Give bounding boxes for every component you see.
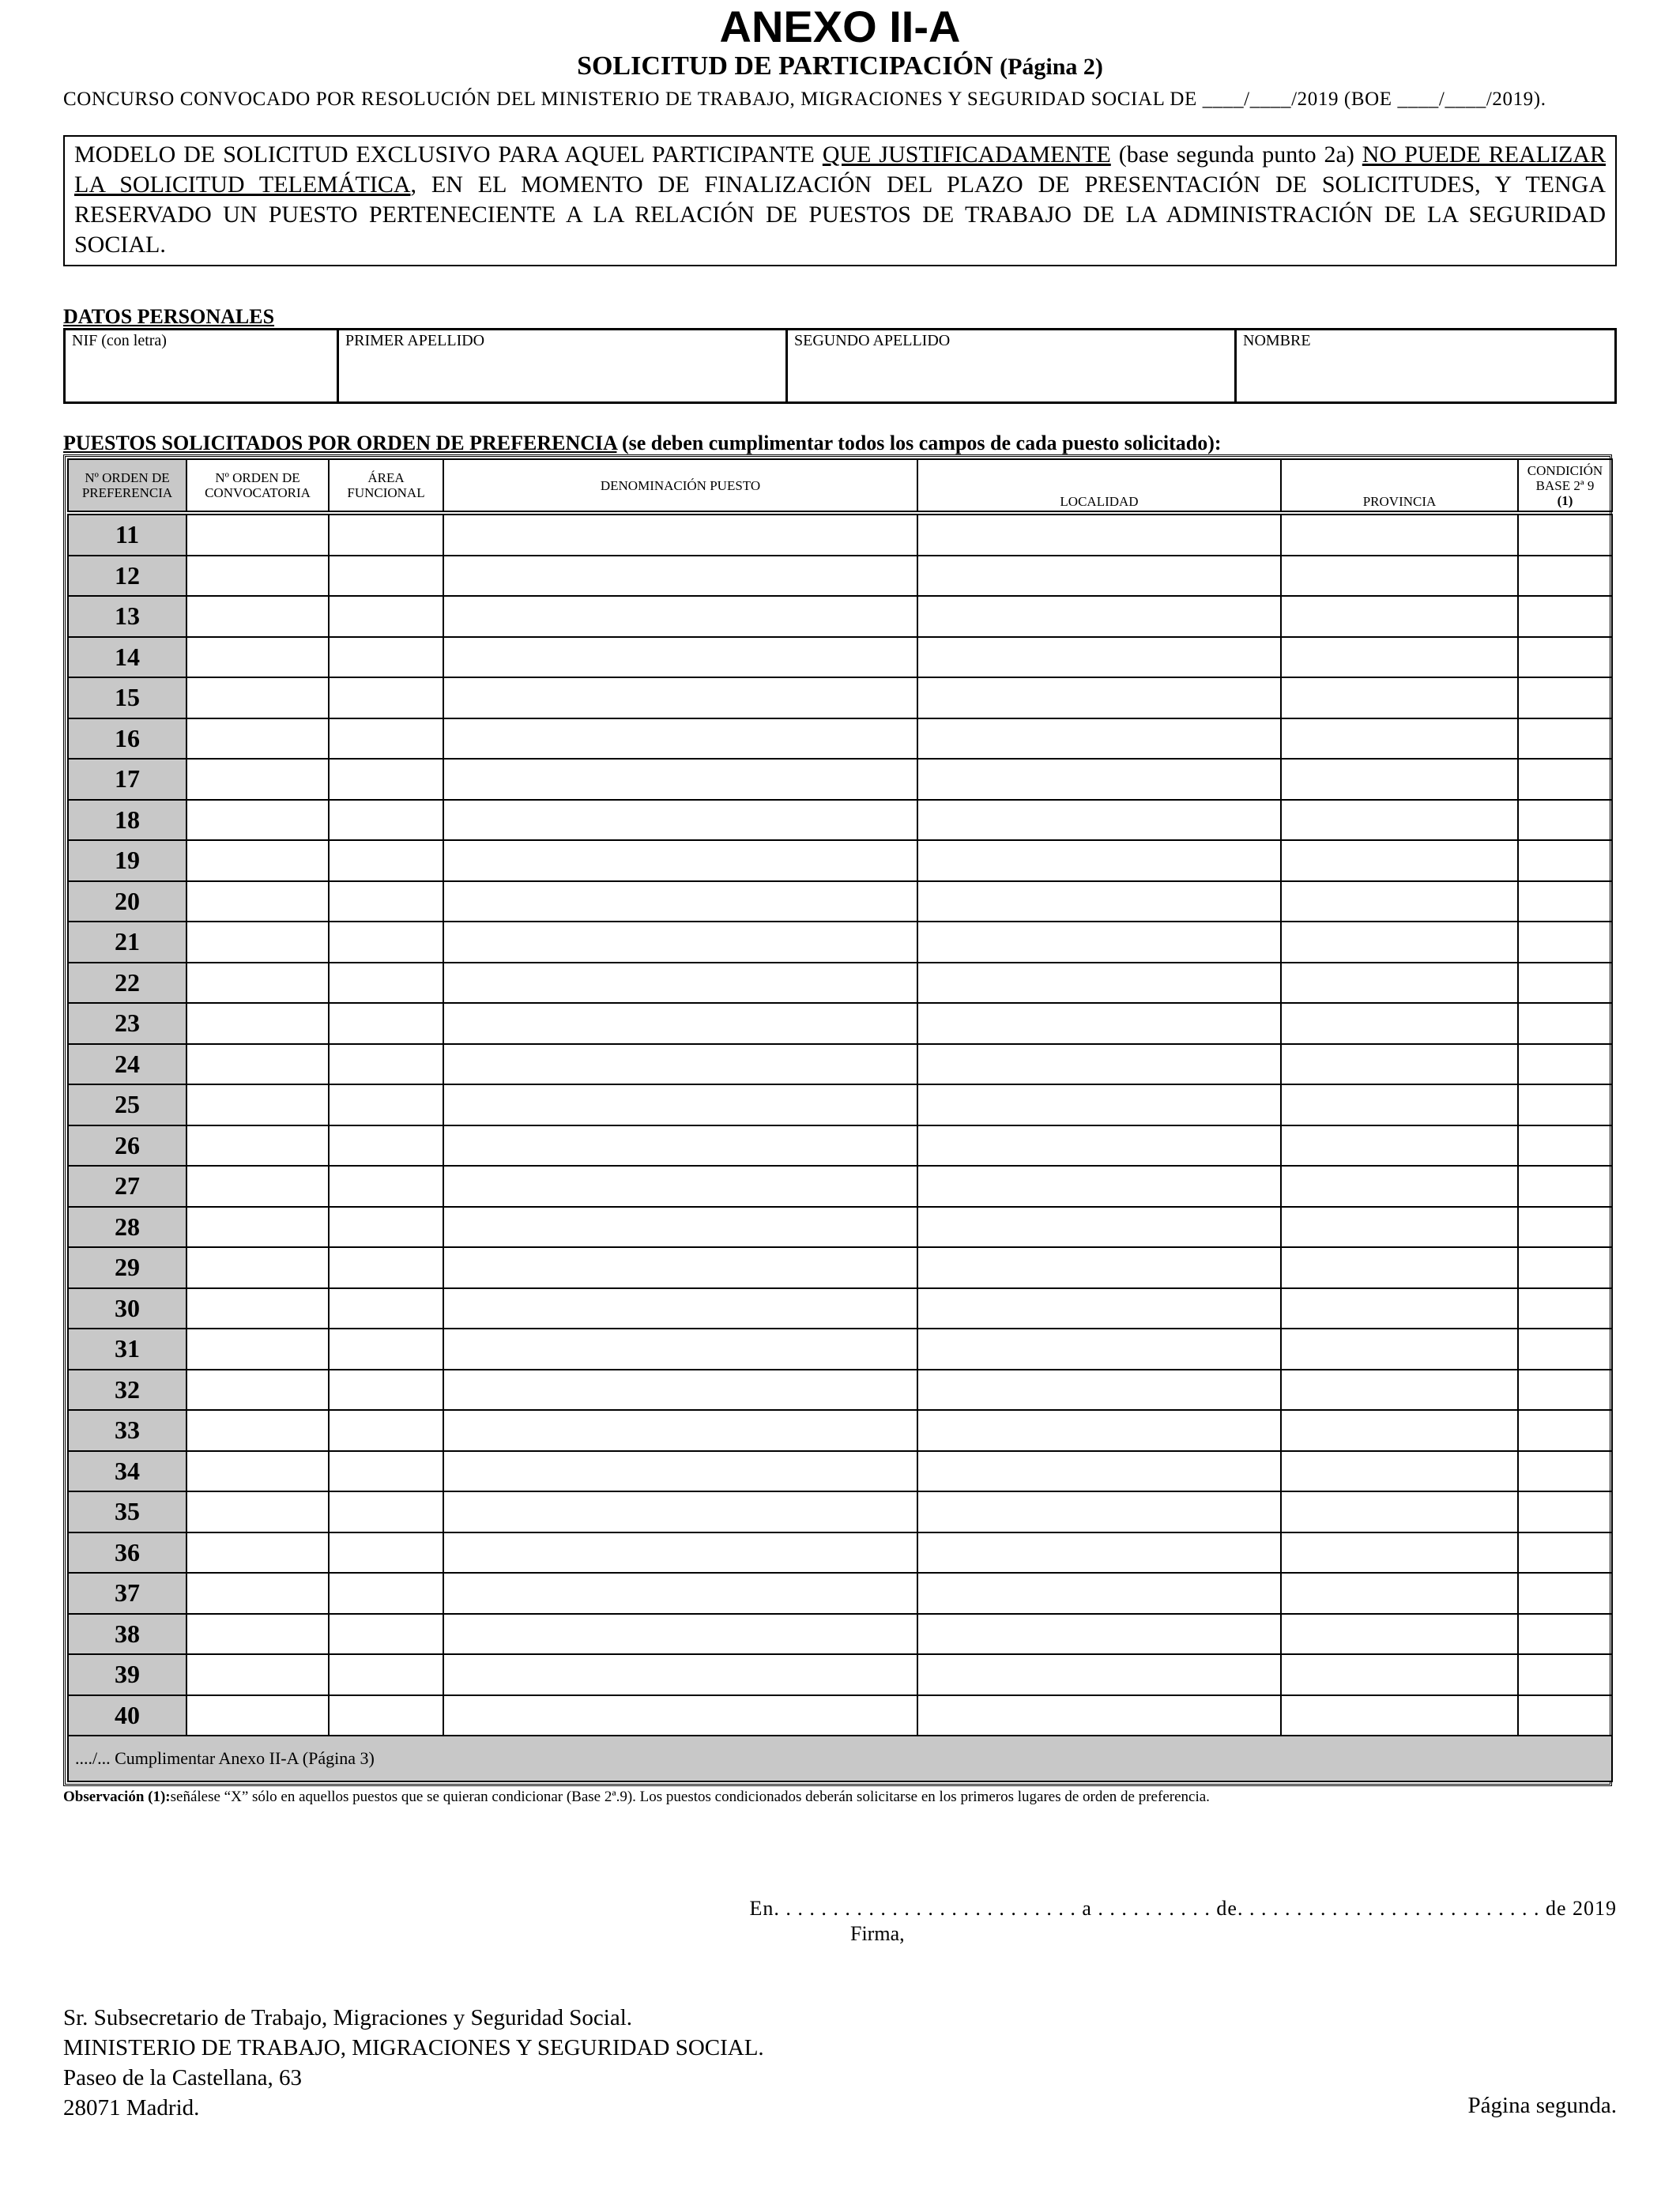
row-number: 24	[68, 1044, 186, 1085]
conv-cell[interactable]	[186, 1410, 329, 1451]
nif-label: NIF (con letra)	[72, 332, 167, 349]
area-cell[interactable]	[329, 596, 443, 637]
provincia-cell[interactable]	[1281, 1695, 1518, 1736]
row-number: 39	[68, 1654, 186, 1695]
row-number: 32	[68, 1370, 186, 1411]
row-number: 12	[68, 556, 186, 597]
condicion-cell[interactable]	[1518, 1451, 1612, 1492]
provincia-cell[interactable]	[1281, 1329, 1518, 1370]
form-page	[63, 0, 1617, 2120]
condicion-cell[interactable]	[1518, 1003, 1612, 1044]
continue-row	[68, 1736, 1612, 1781]
positions-table	[67, 458, 1613, 1782]
area-cell[interactable]	[329, 1329, 443, 1370]
condicion-cell[interactable]	[1518, 1695, 1612, 1736]
denom-cell[interactable]	[443, 800, 917, 841]
denom-cell[interactable]	[443, 759, 917, 800]
conv-cell[interactable]	[186, 922, 329, 963]
condicion-cell[interactable]	[1518, 922, 1612, 963]
conv-cell[interactable]	[186, 1695, 329, 1736]
header-condicion-text: CONDICIÓN BASE 2ª 9	[1527, 462, 1603, 493]
table-row	[68, 718, 1612, 760]
name-label: NOMBRE	[1243, 332, 1311, 349]
localidad-cell[interactable]	[917, 515, 1281, 556]
table-row	[68, 1532, 1612, 1574]
provincia-cell[interactable]	[1281, 556, 1518, 597]
area-cell[interactable]	[329, 963, 443, 1004]
localidad-cell[interactable]	[917, 596, 1281, 637]
denom-cell[interactable]	[443, 1370, 917, 1411]
condicion-cell[interactable]	[1518, 596, 1612, 637]
area-cell[interactable]	[329, 1451, 443, 1492]
denom-cell[interactable]	[443, 1329, 917, 1370]
conv-cell[interactable]	[186, 881, 329, 922]
area-cell[interactable]	[329, 800, 443, 841]
conv-cell[interactable]	[186, 596, 329, 637]
name-field[interactable]	[1237, 330, 1614, 401]
provincia-cell[interactable]	[1281, 800, 1518, 841]
localidad-cell[interactable]	[917, 1410, 1281, 1451]
conv-cell[interactable]	[186, 637, 329, 678]
localidad-cell[interactable]	[917, 881, 1281, 922]
area-cell[interactable]	[329, 1166, 443, 1207]
table-row	[68, 596, 1612, 637]
localidad-cell[interactable]	[917, 800, 1281, 841]
row-number: 31	[68, 1329, 186, 1370]
positions-title-main: PUESTOS SOLICITADOS POR ORDEN DE PREFERENCIA	[63, 432, 617, 454]
conv-cell[interactable]	[186, 1207, 329, 1248]
localidad-cell[interactable]	[917, 1654, 1281, 1695]
provincia-cell[interactable]	[1281, 1573, 1518, 1614]
provincia-cell[interactable]	[1281, 1614, 1518, 1655]
row-number: 15	[68, 677, 186, 718]
area-cell[interactable]	[329, 1247, 443, 1288]
header-order: Nº ORDEN DE PREFERENCIA	[68, 459, 186, 511]
table-row	[68, 800, 1612, 841]
conv-cell[interactable]	[186, 963, 329, 1004]
localidad-cell[interactable]	[917, 556, 1281, 597]
address-line-2: MINISTERIO DE TRABAJO, MIGRACIONES Y SEGURIDAD SOCIAL.	[63, 2035, 764, 2060]
provincia-cell[interactable]	[1281, 1166, 1518, 1207]
table-row	[68, 1573, 1612, 1614]
condicion-cell[interactable]	[1518, 1207, 1612, 1248]
address-line-1: Sr. Subsecretario de Trabajo, Migraciones y Seguridad Social.	[63, 2005, 633, 2030]
conv-cell[interactable]	[186, 800, 329, 841]
area-cell[interactable]	[329, 1695, 443, 1736]
condicion-cell[interactable]	[1518, 840, 1612, 881]
provincia-cell[interactable]	[1281, 677, 1518, 718]
row-number: 13	[68, 596, 186, 637]
positions-header-row	[68, 459, 1612, 511]
localidad-cell[interactable]	[917, 1003, 1281, 1044]
denom-cell[interactable]	[443, 1166, 917, 1207]
provincia-cell[interactable]	[1281, 922, 1518, 963]
localidad-cell[interactable]	[917, 759, 1281, 800]
conv-cell[interactable]	[186, 1288, 329, 1329]
header-conv: Nº ORDEN DE CONVOCATORIA	[186, 459, 329, 511]
conv-cell[interactable]	[186, 1084, 329, 1125]
area-cell[interactable]	[329, 637, 443, 678]
localidad-cell[interactable]	[917, 1125, 1281, 1167]
table-row	[68, 1288, 1612, 1329]
row-number: 19	[68, 840, 186, 881]
condicion-cell[interactable]	[1518, 1084, 1612, 1125]
signature-label: Firma,	[850, 1922, 905, 1945]
table-row	[68, 1003, 1612, 1044]
denom-cell[interactable]	[443, 1451, 917, 1492]
localidad-cell[interactable]	[917, 1288, 1281, 1329]
row-number: 35	[68, 1491, 186, 1532]
provincia-cell[interactable]	[1281, 515, 1518, 556]
area-cell[interactable]	[329, 515, 443, 556]
table-row	[68, 1247, 1612, 1288]
row-number: 40	[68, 1695, 186, 1736]
subtitle-page: (Página 2)	[1000, 54, 1103, 80]
form-subtitle	[63, 51, 1617, 83]
conv-cell[interactable]	[186, 1573, 329, 1614]
provincia-cell[interactable]	[1281, 718, 1518, 760]
conv-cell[interactable]	[186, 1370, 329, 1411]
conv-cell[interactable]	[186, 1166, 329, 1207]
table-row	[68, 515, 1612, 556]
localidad-cell[interactable]	[917, 677, 1281, 718]
condicion-cell[interactable]	[1518, 1247, 1612, 1288]
contest-line: CONCURSO CONVOCADO POR RESOLUCIÓN DEL MINISTERIO DE TRABAJO, MIGRACIONES Y SEGURIDAD SOCIAL DE ____/____/2019 (BOE ____/____/2019).	[63, 89, 1546, 110]
provincia-cell[interactable]	[1281, 1044, 1518, 1085]
conv-cell[interactable]	[186, 1491, 329, 1532]
denom-cell[interactable]	[443, 677, 917, 718]
condicion-cell[interactable]	[1518, 1614, 1612, 1655]
denom-cell[interactable]	[443, 1491, 917, 1532]
denom-cell[interactable]	[443, 963, 917, 1004]
denom-cell[interactable]	[443, 556, 917, 597]
positions-table-frame	[63, 454, 1612, 1786]
denom-cell[interactable]	[443, 1654, 917, 1695]
denom-cell[interactable]	[443, 840, 917, 881]
row-number: 28	[68, 1207, 186, 1248]
row-number: 34	[68, 1451, 186, 1492]
notice-part1: MODELO DE SOLICITUD EXCLUSIVO PARA AQUEL PARTICIPANTE	[74, 141, 823, 168]
provincia-cell[interactable]	[1281, 1125, 1518, 1167]
table-row	[68, 1451, 1612, 1492]
area-cell[interactable]	[329, 1044, 443, 1085]
provincia-cell[interactable]	[1281, 1410, 1518, 1451]
header-condicion-note: (1)	[1557, 492, 1573, 508]
row-number: 30	[68, 1288, 186, 1329]
conv-cell[interactable]	[186, 515, 329, 556]
condicion-cell[interactable]	[1518, 963, 1612, 1004]
table-row	[68, 963, 1612, 1004]
denom-cell[interactable]	[443, 1532, 917, 1574]
localidad-cell[interactable]	[917, 1044, 1281, 1085]
conv-cell[interactable]	[186, 1125, 329, 1167]
first-surname-field[interactable]	[339, 330, 788, 401]
provincia-cell[interactable]	[1281, 881, 1518, 922]
conv-cell[interactable]	[186, 718, 329, 760]
condicion-cell[interactable]	[1518, 759, 1612, 800]
conv-cell[interactable]	[186, 1532, 329, 1574]
row-number: 20	[68, 881, 186, 922]
table-row	[68, 840, 1612, 881]
condicion-cell[interactable]	[1518, 718, 1612, 760]
condicion-cell[interactable]	[1518, 1044, 1612, 1085]
annex-title: ANEXO II-A	[719, 2, 961, 51]
address-line-3: Paseo de la Castellana, 63	[63, 2065, 302, 2090]
provincia-cell[interactable]	[1281, 1207, 1518, 1248]
conv-cell[interactable]	[186, 1003, 329, 1044]
condicion-cell[interactable]	[1518, 677, 1612, 718]
table-row	[68, 922, 1612, 963]
condicion-cell[interactable]	[1518, 1491, 1612, 1532]
provincia-cell[interactable]	[1281, 1491, 1518, 1532]
row-number: 23	[68, 1003, 186, 1044]
positions-title	[63, 432, 1617, 454]
denom-cell[interactable]	[443, 881, 917, 922]
table-row	[68, 759, 1612, 800]
provincia-cell[interactable]	[1281, 596, 1518, 637]
notice-part2: QUE JUSTIFICADAMENTE	[822, 141, 1111, 168]
localidad-cell[interactable]	[917, 840, 1281, 881]
denom-cell[interactable]	[443, 1125, 917, 1167]
condicion-cell[interactable]	[1518, 1329, 1612, 1370]
observation-label: Observación (1):	[63, 1789, 171, 1805]
area-cell[interactable]	[329, 1614, 443, 1655]
provincia-cell[interactable]	[1281, 1532, 1518, 1574]
denom-cell[interactable]	[443, 1614, 917, 1655]
localidad-cell[interactable]	[917, 1451, 1281, 1492]
table-row	[68, 1614, 1612, 1655]
localidad-cell[interactable]	[917, 1207, 1281, 1248]
row-number: 27	[68, 1166, 186, 1207]
table-row	[68, 1084, 1612, 1125]
localidad-cell[interactable]	[917, 922, 1281, 963]
row-number: 14	[68, 637, 186, 678]
table-row	[68, 1207, 1612, 1248]
table-row	[68, 637, 1612, 678]
provincia-cell[interactable]	[1281, 963, 1518, 1004]
provincia-cell[interactable]	[1281, 759, 1518, 800]
recipient-address	[63, 2003, 764, 2123]
area-cell[interactable]	[329, 556, 443, 597]
conv-cell[interactable]	[186, 556, 329, 597]
header-area: ÁREA FUNCIONAL	[329, 459, 443, 511]
area-cell[interactable]	[329, 1207, 443, 1248]
table-row	[68, 1695, 1612, 1736]
table-row	[68, 1329, 1612, 1370]
area-cell[interactable]	[329, 1573, 443, 1614]
provincia-cell[interactable]	[1281, 1288, 1518, 1329]
localidad-cell[interactable]	[917, 963, 1281, 1004]
condicion-cell[interactable]	[1518, 1125, 1612, 1167]
table-row	[68, 677, 1612, 718]
positions-title-rest: (se deben cumplimentar todos los campos de cada puesto solicitado):	[616, 432, 1222, 454]
condicion-cell[interactable]	[1518, 1288, 1612, 1329]
provincia-cell[interactable]	[1281, 1451, 1518, 1492]
row-number: 17	[68, 759, 186, 800]
row-number: 21	[68, 922, 186, 963]
row-number: 26	[68, 1125, 186, 1167]
provincia-cell[interactable]	[1281, 1084, 1518, 1125]
conv-cell[interactable]	[186, 1247, 329, 1288]
provincia-cell[interactable]	[1281, 840, 1518, 881]
condicion-cell[interactable]	[1518, 1532, 1612, 1574]
localidad-cell[interactable]	[917, 1614, 1281, 1655]
row-number: 25	[68, 1084, 186, 1125]
conv-cell[interactable]	[186, 1329, 329, 1370]
conv-cell[interactable]	[186, 1044, 329, 1085]
condicion-cell[interactable]	[1518, 1166, 1612, 1207]
table-row	[68, 1410, 1612, 1451]
localidad-cell[interactable]	[917, 1695, 1281, 1736]
localidad-cell[interactable]	[917, 1247, 1281, 1288]
row-number: 37	[68, 1573, 186, 1614]
page-label: Página segunda.	[1467, 2093, 1617, 2118]
positions-body	[68, 515, 1612, 1736]
header-provincia: PROVINCIA	[1281, 459, 1518, 511]
table-row	[68, 1044, 1612, 1085]
localidad-cell[interactable]	[917, 1370, 1281, 1411]
condicion-cell[interactable]	[1518, 881, 1612, 922]
denom-cell[interactable]	[443, 1044, 917, 1085]
area-cell[interactable]	[329, 1084, 443, 1125]
area-cell[interactable]	[329, 1125, 443, 1167]
denom-cell[interactable]	[443, 1695, 917, 1736]
denom-cell[interactable]	[443, 596, 917, 637]
personal-data-title: DATOS PERSONALES	[63, 305, 275, 328]
provincia-cell[interactable]	[1281, 637, 1518, 678]
row-number: 36	[68, 1532, 186, 1574]
denom-cell[interactable]	[443, 1288, 917, 1329]
conv-cell[interactable]	[186, 1451, 329, 1492]
provincia-cell[interactable]	[1281, 1003, 1518, 1044]
denom-cell[interactable]	[443, 1207, 917, 1248]
observation-note	[63, 1788, 1617, 1807]
subtitle-text: SOLICITUD DE PARTICIPACIÓN	[577, 51, 993, 81]
area-cell[interactable]	[329, 1654, 443, 1695]
row-number: 16	[68, 718, 186, 760]
table-row	[68, 1654, 1612, 1695]
notice-box	[63, 135, 1617, 266]
observation-text: señálese “X” sólo en aquellos puestos que se quieran condicionar (Base 2ª.9). Los puestos condicionados deberán solicitarse en los primeros lugares de orden de preferencia.	[170, 1789, 1210, 1805]
area-cell[interactable]	[329, 840, 443, 881]
header-localidad: LOCALIDAD	[917, 459, 1281, 511]
row-number: 38	[68, 1614, 186, 1655]
table-row	[68, 1491, 1612, 1532]
condicion-cell[interactable]	[1518, 1370, 1612, 1411]
area-cell[interactable]	[329, 1532, 443, 1574]
row-number: 29	[68, 1247, 186, 1288]
first-surname-label: PRIMER APELLIDO	[345, 332, 485, 349]
localidad-cell[interactable]	[917, 1491, 1281, 1532]
notice-part5: , EN EL MOMENTO DE FINALIZACIÓN DEL PLAZO DE PRESENTACIÓN DE SOLICITUDES, Y TENGA RESERVADO UN PUESTO PERTENECIENTE A LA RELACIÓN DE PUESTOS DE TRABAJO DE LA ADMINISTRACIÓN DE LA SEGURIDAD SOCIAL.	[74, 172, 1606, 258]
nif-field[interactable]	[66, 330, 339, 401]
provincia-cell[interactable]	[1281, 1654, 1518, 1695]
area-cell[interactable]	[329, 1370, 443, 1411]
continue-note: ..../... Cumplimentar Anexo II-A (Página 3)	[68, 1736, 1612, 1781]
conv-cell[interactable]	[186, 1614, 329, 1655]
condicion-cell[interactable]	[1518, 515, 1612, 556]
localidad-cell[interactable]	[917, 1084, 1281, 1125]
denom-cell[interactable]	[443, 1003, 917, 1044]
signature-date-line[interactable]: En. . . . . . . . . . . . . . . . . . . . . . . . . . a . . . . . . . . . . de. . . . . . . . . . . . . . . . . . . . . . . . . . de 2019	[749, 1897, 1617, 1920]
table-row	[68, 1166, 1612, 1207]
localidad-cell[interactable]	[917, 1573, 1281, 1614]
condicion-cell[interactable]	[1518, 637, 1612, 678]
condicion-cell[interactable]	[1518, 556, 1612, 597]
conv-cell[interactable]	[186, 1654, 329, 1695]
localidad-cell[interactable]	[917, 718, 1281, 760]
denom-cell[interactable]	[443, 718, 917, 760]
area-cell[interactable]	[329, 718, 443, 760]
area-cell[interactable]	[329, 881, 443, 922]
row-number: 18	[68, 800, 186, 841]
row-number: 11	[68, 515, 186, 556]
conv-cell[interactable]	[186, 840, 329, 881]
denom-cell[interactable]	[443, 515, 917, 556]
condicion-cell[interactable]	[1518, 1573, 1612, 1614]
provincia-cell[interactable]	[1281, 1247, 1518, 1288]
row-number: 22	[68, 963, 186, 1004]
conv-cell[interactable]	[186, 759, 329, 800]
second-surname-label: SEGUNDO APELLIDO	[794, 332, 951, 349]
area-cell[interactable]	[329, 1410, 443, 1451]
address-line-4: 28071 Madrid.	[63, 2095, 200, 2120]
area-cell[interactable]	[329, 759, 443, 800]
localidad-cell[interactable]	[917, 1329, 1281, 1370]
condicion-cell[interactable]	[1518, 1410, 1612, 1451]
conv-cell[interactable]	[186, 677, 329, 718]
denom-cell[interactable]	[443, 1410, 917, 1451]
personal-data-table	[63, 328, 1617, 404]
area-cell[interactable]	[329, 1491, 443, 1532]
row-number: 33	[68, 1410, 186, 1451]
area-cell[interactable]	[329, 922, 443, 963]
table-row	[68, 881, 1612, 922]
denom-cell[interactable]	[443, 922, 917, 963]
localidad-cell[interactable]	[917, 1166, 1281, 1207]
area-cell[interactable]	[329, 1288, 443, 1329]
area-cell[interactable]	[329, 1003, 443, 1044]
header-condicion	[1518, 459, 1612, 511]
notice-part3: (base segunda punto 2a)	[1110, 141, 1362, 168]
condicion-cell[interactable]	[1518, 800, 1612, 841]
denom-cell[interactable]	[443, 637, 917, 678]
notice-part4: NO PUEDE REALIZAR LA SOLICITUD TELEMÁTICA	[74, 141, 1607, 198]
localidad-cell[interactable]	[917, 637, 1281, 678]
table-row	[68, 1370, 1612, 1411]
header-denom: DENOMINACIÓN PUESTO	[443, 459, 917, 511]
condicion-cell[interactable]	[1518, 1654, 1612, 1695]
denom-cell[interactable]	[443, 1247, 917, 1288]
area-cell[interactable]	[329, 677, 443, 718]
localidad-cell[interactable]	[917, 1532, 1281, 1574]
second-surname-field[interactable]	[788, 330, 1237, 401]
denom-cell[interactable]	[443, 1084, 917, 1125]
denom-cell[interactable]	[443, 1573, 917, 1614]
provincia-cell[interactable]	[1281, 1370, 1518, 1411]
table-row	[68, 556, 1612, 597]
table-row	[68, 1125, 1612, 1167]
